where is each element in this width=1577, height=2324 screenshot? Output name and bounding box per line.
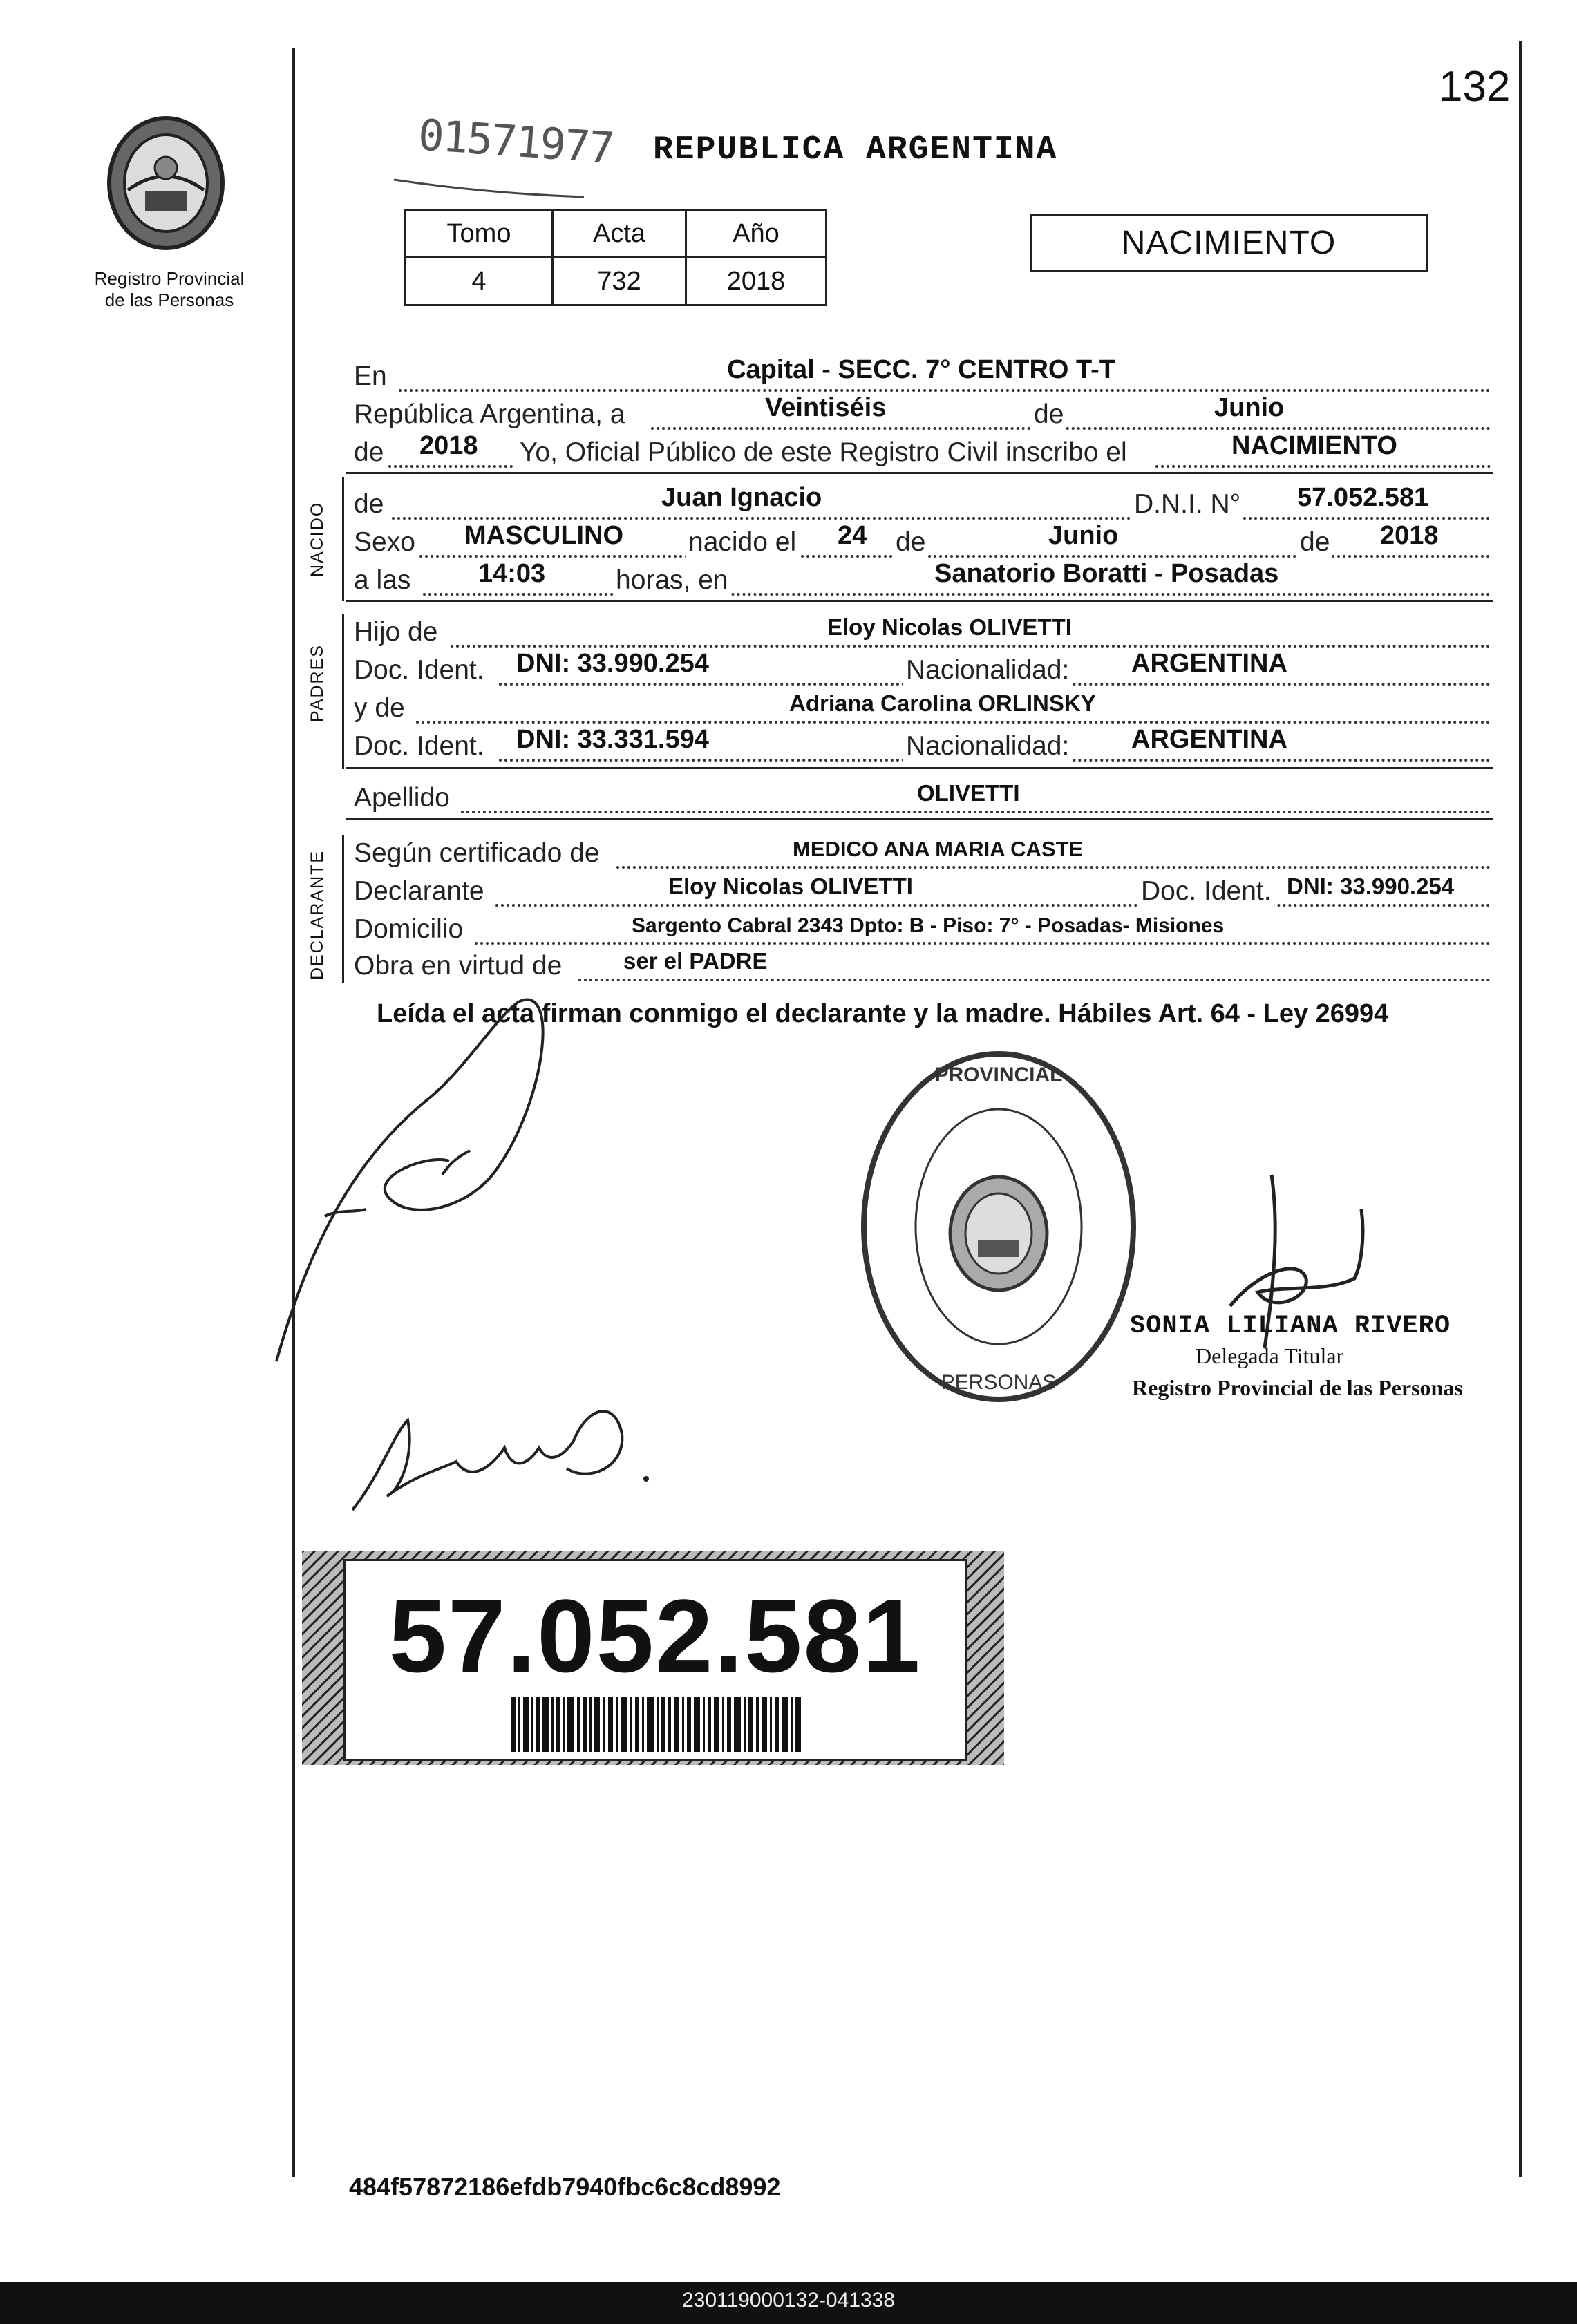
value-mes: Junio [1214, 393, 1285, 422]
registry-label-line1: Registro Provincial [94, 268, 245, 289]
record-table-header-row [406, 210, 827, 258]
value-nac-mes: Junio [1048, 521, 1119, 550]
declarant-signature-icon [270, 988, 629, 1375]
svg-text:PROVINCIAL: PROVINCIAL [934, 1064, 1063, 1086]
row-inscripcion [354, 432, 1491, 473]
stamp-underline [390, 169, 591, 204]
row-madre-doc [354, 726, 1491, 767]
value-lugar-nacimiento: Sanatorio Boratti - Posadas [934, 559, 1279, 588]
value-anio: 2018 [686, 258, 827, 305]
label-nacionalidad-2: Nacionalidad: [903, 731, 1072, 762]
label-doc-ident-1: Doc. Ident. [354, 655, 484, 685]
closing-statement: Leída el acta firman conmigo el declarante y la madre. Hábiles Art. 64 - Ley 26994 [377, 999, 1389, 1028]
label-a-las: a las [354, 565, 411, 595]
row-padre-doc [354, 650, 1491, 691]
label-declarante: Declarante [354, 876, 484, 906]
value-declarante: Eloy Nicolas OLIVETTI [668, 873, 913, 899]
label-nacido-el: nacido el [686, 527, 799, 558]
label-republica: República Argentina, a [354, 399, 625, 429]
value-certificado: MEDICO ANA MARIA CASTE [793, 837, 1084, 861]
row-lugar [354, 356, 1491, 397]
record-table-value-row [406, 258, 827, 305]
row-hijo-de [354, 612, 1491, 653]
value-dni: 57.052.581 [1297, 483, 1429, 512]
nacido-section-bar [342, 477, 344, 601]
value-dia-texto: Veintiséis [765, 393, 887, 422]
footer-code: 230119000132-041338 [681, 2289, 896, 2312]
label-y-de: y de [354, 693, 405, 723]
dni-number: 57.052.581 [388, 1578, 922, 1694]
row-domicilio [354, 909, 1491, 950]
section-divider-2 [346, 600, 1493, 602]
header-tomo: Tomo [406, 210, 553, 258]
row-declarante [354, 871, 1491, 912]
section-divider-3 [346, 767, 1493, 769]
label-sexo: Sexo [354, 527, 415, 557]
label-hijo-de: Hijo de [354, 617, 438, 647]
row-sexo [354, 522, 1491, 563]
value-nombre: Juan Ignacio [661, 483, 822, 512]
row-certificado [354, 833, 1491, 874]
registry-seal-icon [850, 1040, 1147, 1413]
section-label-declarante: DECLARANTE [308, 849, 327, 980]
page-number: 132 [1439, 63, 1511, 111]
row-nombre [354, 484, 1491, 525]
label-apellido: Apellido [354, 783, 450, 813]
value-nac-dia: 24 [838, 521, 867, 550]
row-hora-lugar [354, 560, 1491, 601]
value-virtud: ser el PADRE [623, 948, 768, 974]
declarante-section-bar [342, 835, 344, 983]
value-domicilio: Sargento Cabral 2343 Dpto: B - Piso: 7° - Posadas- Misiones [632, 914, 1225, 937]
label-horas-en: horas, en [613, 565, 731, 596]
label-de-1: de [1031, 399, 1066, 430]
value-hora: 14:03 [478, 559, 546, 588]
label-doc-ident-2: Doc. Ident. [354, 731, 484, 761]
value-padre: Eloy Nicolas OLIVETTI [827, 614, 1072, 640]
document-hash: 484f57872186efdb7940fbc6c8cd8992 [349, 2173, 781, 2201]
value-madre: Adriana Carolina ORLINSKY [789, 690, 1096, 716]
record-type-box: NACIMIENTO [1030, 214, 1428, 272]
label-de-4: de [893, 527, 928, 558]
row-virtud [354, 945, 1491, 987]
label-de-2: de [354, 437, 384, 467]
signer-name: SONIA LILIANA RIVERO [1130, 1312, 1451, 1341]
section-label-nacido: NACIDO [308, 501, 327, 577]
label-doc-ident-3: Doc. Ident. [1138, 876, 1274, 907]
value-padre-nac: ARGENTINA [1131, 649, 1287, 678]
dni-band [302, 1551, 1004, 1765]
label-nacionalidad-1: Nacionalidad: [903, 655, 1072, 686]
svg-text:PERSONAS: PERSONAS [941, 1371, 1057, 1394]
value-anio-inscripcion: 2018 [419, 431, 478, 460]
row-fecha [354, 394, 1491, 435]
value-declarante-doc: DNI: 33.990.254 [1287, 873, 1455, 899]
signer-org: Registro Provincial de las Personas [1132, 1375, 1463, 1400]
value-padre-doc: DNI: 33.990.254 [516, 649, 709, 678]
label-de-3: de [354, 489, 384, 519]
handwritten-record-number: 01571977 [416, 109, 615, 173]
row-y-de [354, 688, 1491, 729]
header-acta: Acta [553, 210, 686, 258]
label-obra: Obra en virtud de [354, 951, 563, 981]
label-en: En [354, 361, 387, 391]
section-divider-4 [346, 818, 1493, 820]
value-tomo: 4 [406, 258, 553, 305]
padres-section-bar [342, 614, 344, 769]
label-inscribe: Yo, Oficial Público de este Registro Civil inscribo el [520, 437, 1127, 467]
header-anio: Año [686, 210, 827, 258]
value-nac-anio: 2018 [1380, 521, 1439, 550]
section-label-padres: PADRES [308, 644, 327, 722]
barcode-icon [511, 1697, 802, 1752]
mother-signature-icon [339, 1392, 670, 1531]
dni-band-inner [343, 1559, 967, 1761]
section-divider-1 [346, 472, 1493, 474]
right-margin-line [1519, 41, 1522, 2177]
value-tipo: NACIMIENTO [1231, 431, 1397, 460]
value-lugar: Capital - SECC. 7° CENTRO T-T [727, 355, 1116, 384]
signer-role: Delegada Titular [1196, 1343, 1344, 1368]
value-madre-doc: DNI: 33.331.594 [516, 725, 709, 754]
document-title: REPUBLICA ARGENTINA [653, 131, 1058, 169]
value-madre-nac: ARGENTINA [1131, 725, 1287, 754]
label-dni-no: D.N.I. N° [1131, 489, 1243, 520]
label-segun: Según certificado de [354, 838, 600, 868]
provincia-de-misiones-emblem-icon [97, 114, 235, 252]
value-sexo: MASCULINO [464, 521, 624, 550]
value-acta: 732 [553, 258, 686, 305]
record-table [404, 209, 827, 306]
value-apellido: OLIVETTI [917, 780, 1020, 806]
row-apellido [354, 777, 1491, 819]
registry-label [69, 268, 270, 311]
registry-label-line2: de las Personas [104, 290, 234, 310]
label-domicilio: Domicilio [354, 914, 464, 944]
label-de-5: de [1297, 527, 1332, 558]
